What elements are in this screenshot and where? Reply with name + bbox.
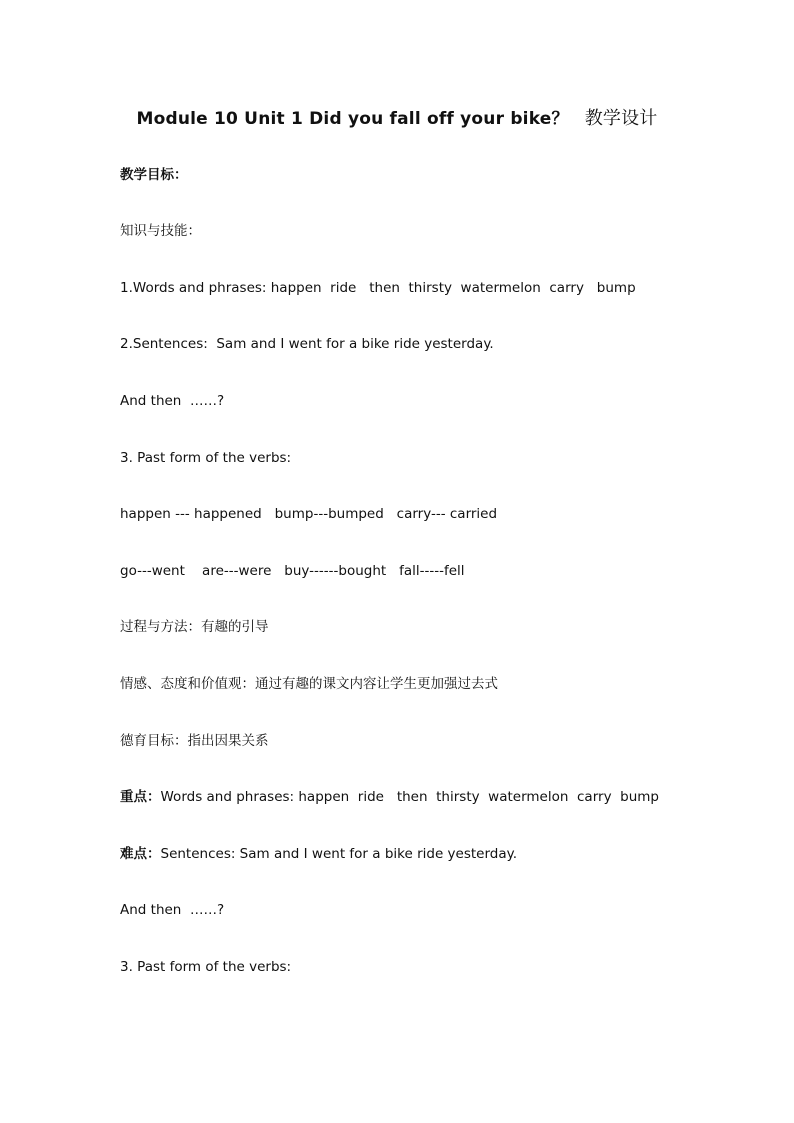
key-points-text: Words and phrases: happen ride then thirsty watermelon carry bump [160,789,659,805]
difficulty-text: Sentences: Sam and I went for a bike ride yesterday. [160,846,517,862]
and-then-line: And then ……? [120,393,225,409]
difficulty-label: 难点： [120,846,161,862]
past-form-heading: 3. Past form of the verbs: [120,450,292,466]
difficulty-line [120,844,517,864]
process-methods-line: 过程与方法：有趣的引导 [120,619,269,635]
emotion-values-line: 情感、态度和价值观：通过有趣的课文内容让学生更加强过去式 [120,676,498,692]
title-chinese: 教学设计 [584,108,658,129]
page-title [0,104,794,130]
key-points-line [120,787,659,807]
and-then-line-2: And then ……? [120,902,225,918]
heading-teaching-goals: 教学目标： [120,167,188,183]
past-form-heading-2: 3. Past form of the verbs: [120,959,292,975]
verbs-line-2: go---went are---were buy------bought fall-----fell [120,563,465,579]
moral-goals-line: 德育目标：指出因果关系 [120,733,269,749]
heading-knowledge-skills: 知识与技能： [120,223,201,239]
key-points-label: 重点： [120,789,161,805]
sentences-line: 2.Sentences: Sam and I went for a bike ride yesterday. [120,336,494,352]
words-and-phrases-line: 1.Words and phrases: happen ride then thirsty watermelon carry bump [120,280,636,296]
title-english: Module 10 Unit 1 Did you fall off your bike？ [136,109,569,129]
verbs-line-1: happen --- happened bump---bumped carry--- carried [120,506,498,522]
